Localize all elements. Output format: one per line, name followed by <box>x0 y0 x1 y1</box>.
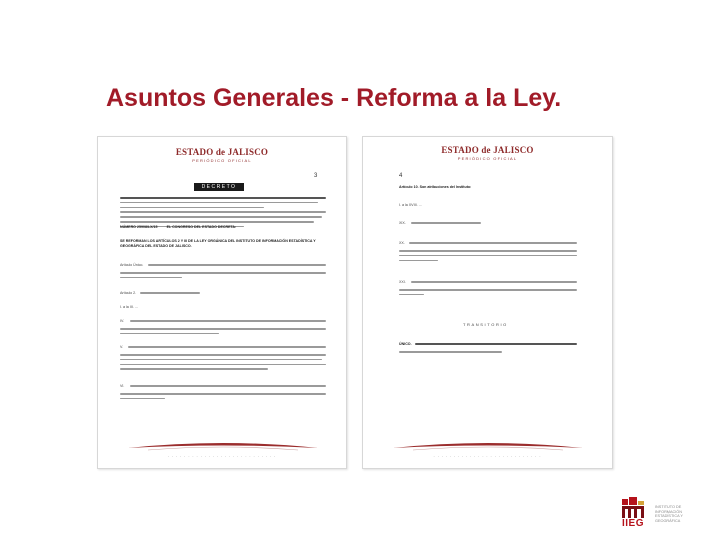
clause-v-text-cont <box>120 354 326 373</box>
unico-text-cont <box>399 351 577 356</box>
article-two-text <box>140 292 200 297</box>
logo-text: IIEG <box>622 518 645 529</box>
congress-line: EL CONGRESO DEL ESTADO DECRETA: <box>166 225 237 229</box>
clause-xxi-text-cont <box>399 289 577 299</box>
clause-iv-text-cont <box>120 328 326 338</box>
masthead <box>98 147 346 163</box>
masthead-subtitle: PERIÓDICO OFICIAL <box>192 158 252 163</box>
clause-xx-label: XX. <box>399 241 405 245</box>
iieg-logo <box>621 495 691 531</box>
clause-v-text <box>128 346 326 351</box>
clause-xx-text <box>409 242 577 247</box>
masthead <box>363 145 612 161</box>
article-two-label: Artículo 2. <box>120 291 137 295</box>
clause-v-label: V. <box>120 345 124 349</box>
clause-xxi-label: XXI. <box>399 280 406 284</box>
clause-xix-text <box>411 222 481 227</box>
article-ten-heading: Artículo 10. Son atribuciones del Instituto: <box>399 185 472 189</box>
clause-xix-label: XIX. <box>399 221 406 225</box>
transitorio-heading: TRANSITORIO <box>463 322 508 327</box>
clause-vi-text <box>130 385 326 390</box>
footer-line: · · · · · · · · · · · · · · · · · · · · · · · · · · · <box>433 455 542 459</box>
masthead-subtitle: PERIÓDICO OFICIAL <box>457 156 518 161</box>
decreto-banner: DECRETO <box>194 183 244 191</box>
unico-label: ÚNICO. <box>399 342 412 346</box>
footer-swoosh <box>128 440 318 452</box>
clause-i: I. a la III. ... <box>120 305 138 309</box>
footer-swoosh <box>393 440 583 452</box>
decree-number-line <box>120 225 236 230</box>
page-number: 4 <box>399 173 403 179</box>
article-unico-text <box>148 264 326 269</box>
masthead-title: ESTADO de JALISCO <box>175 147 269 157</box>
slide-title: Asuntos Generales - Reforma a la Ley. <box>106 84 562 112</box>
clause-iv-text <box>130 320 326 325</box>
page-number: 3 <box>314 173 318 179</box>
clause-xx-text-cont <box>399 250 577 264</box>
masthead-title: ESTADO de JALISCO <box>441 145 534 155</box>
article-unico-text-cont <box>120 272 326 282</box>
unico-text <box>415 343 577 348</box>
reform-heading: SE REFORMAN LOS ARTÍCULOS 2 Y III DE LA LEY ORGÁNICA DEL INSTITUTO DE INFORMACIÓN ESTADÍSTICA Y GEOGRÁFICA DEL ESTADO DE JALISCO. <box>120 239 316 248</box>
decree-number: NÚMERO 25908/LX/15 <box>120 225 158 229</box>
logo-caption: INSTITUTO DE INFORMACIÓN ESTADÍSTICA Y GEOGRÁFICA <box>655 505 683 523</box>
document-page-right <box>362 136 613 469</box>
article-unico-label: Artículo Único. <box>120 263 144 267</box>
footer-line: · · · · · · · · · · · · · · · · · · · · · · · · · · · <box>168 455 276 459</box>
clause-iv-label: IV. <box>120 319 125 323</box>
clause-range: I. a la XVIII. ... <box>399 203 422 207</box>
clause-vi-text-cont <box>120 393 326 403</box>
document-page-left <box>97 136 347 469</box>
clause-xxi-text <box>411 281 577 286</box>
clause-vi-label: VI. <box>120 384 125 388</box>
